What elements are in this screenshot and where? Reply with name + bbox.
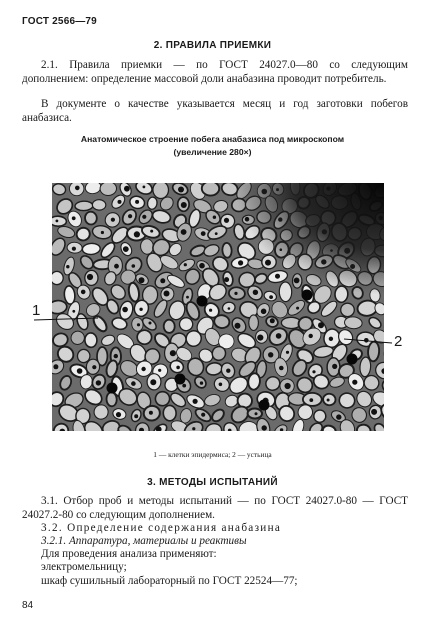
paragraph-2-1: 2.1. Правила приемки — по ГОСТ 24027.0—80 со следующим дополнением: определение массовой доли анабазина проводит потребитель. [22,59,408,85]
figure-caption-line1: Анатомическое строение побега анабазиса под микроскопом [80,134,345,144]
figure-marker-2: 2 [394,333,403,350]
page-number: 84 [22,600,34,611]
paragraph-apparatus-intro: Для проведения анализа применяют: [41,548,217,560]
paragraph-3-1: 3.1. Отбор проб и методы испытаний — по ГОСТ 24027.0-80 — ГОСТ 24027.2-80 со следующим дополнением. [22,495,408,521]
figure-marker-1: 1 [32,302,41,319]
paragraph-3-2-1: 3.2.1. Аппаратура, материалы и реактивы [41,535,247,547]
section-title-acceptance-rules: 2. ПРАВИЛА ПРИЕМКИ [153,40,272,51]
figure-caption-line2: (увеличение 280×) [173,147,252,157]
paragraph-drying-cabinet: шкаф сушильный лабораторный по ГОСТ 22524—77; [41,575,298,587]
section-title-test-methods: 3. МЕТОДЫ ИСПЫТАНИЙ [147,477,278,488]
paragraph-3-2: 3.2. Определение содержания анабазина [41,522,282,534]
figure-legend: 1 — клетки эпидермиса; 2 — устьица [153,450,272,459]
document-header-code: ГОСТ 2566—79 [22,16,97,27]
paragraph-electromill: электромельницу; [41,561,127,573]
paragraph-quality-document: В документе о качестве указывается месяц и год заготовки побегов анабазиса. [22,98,408,124]
